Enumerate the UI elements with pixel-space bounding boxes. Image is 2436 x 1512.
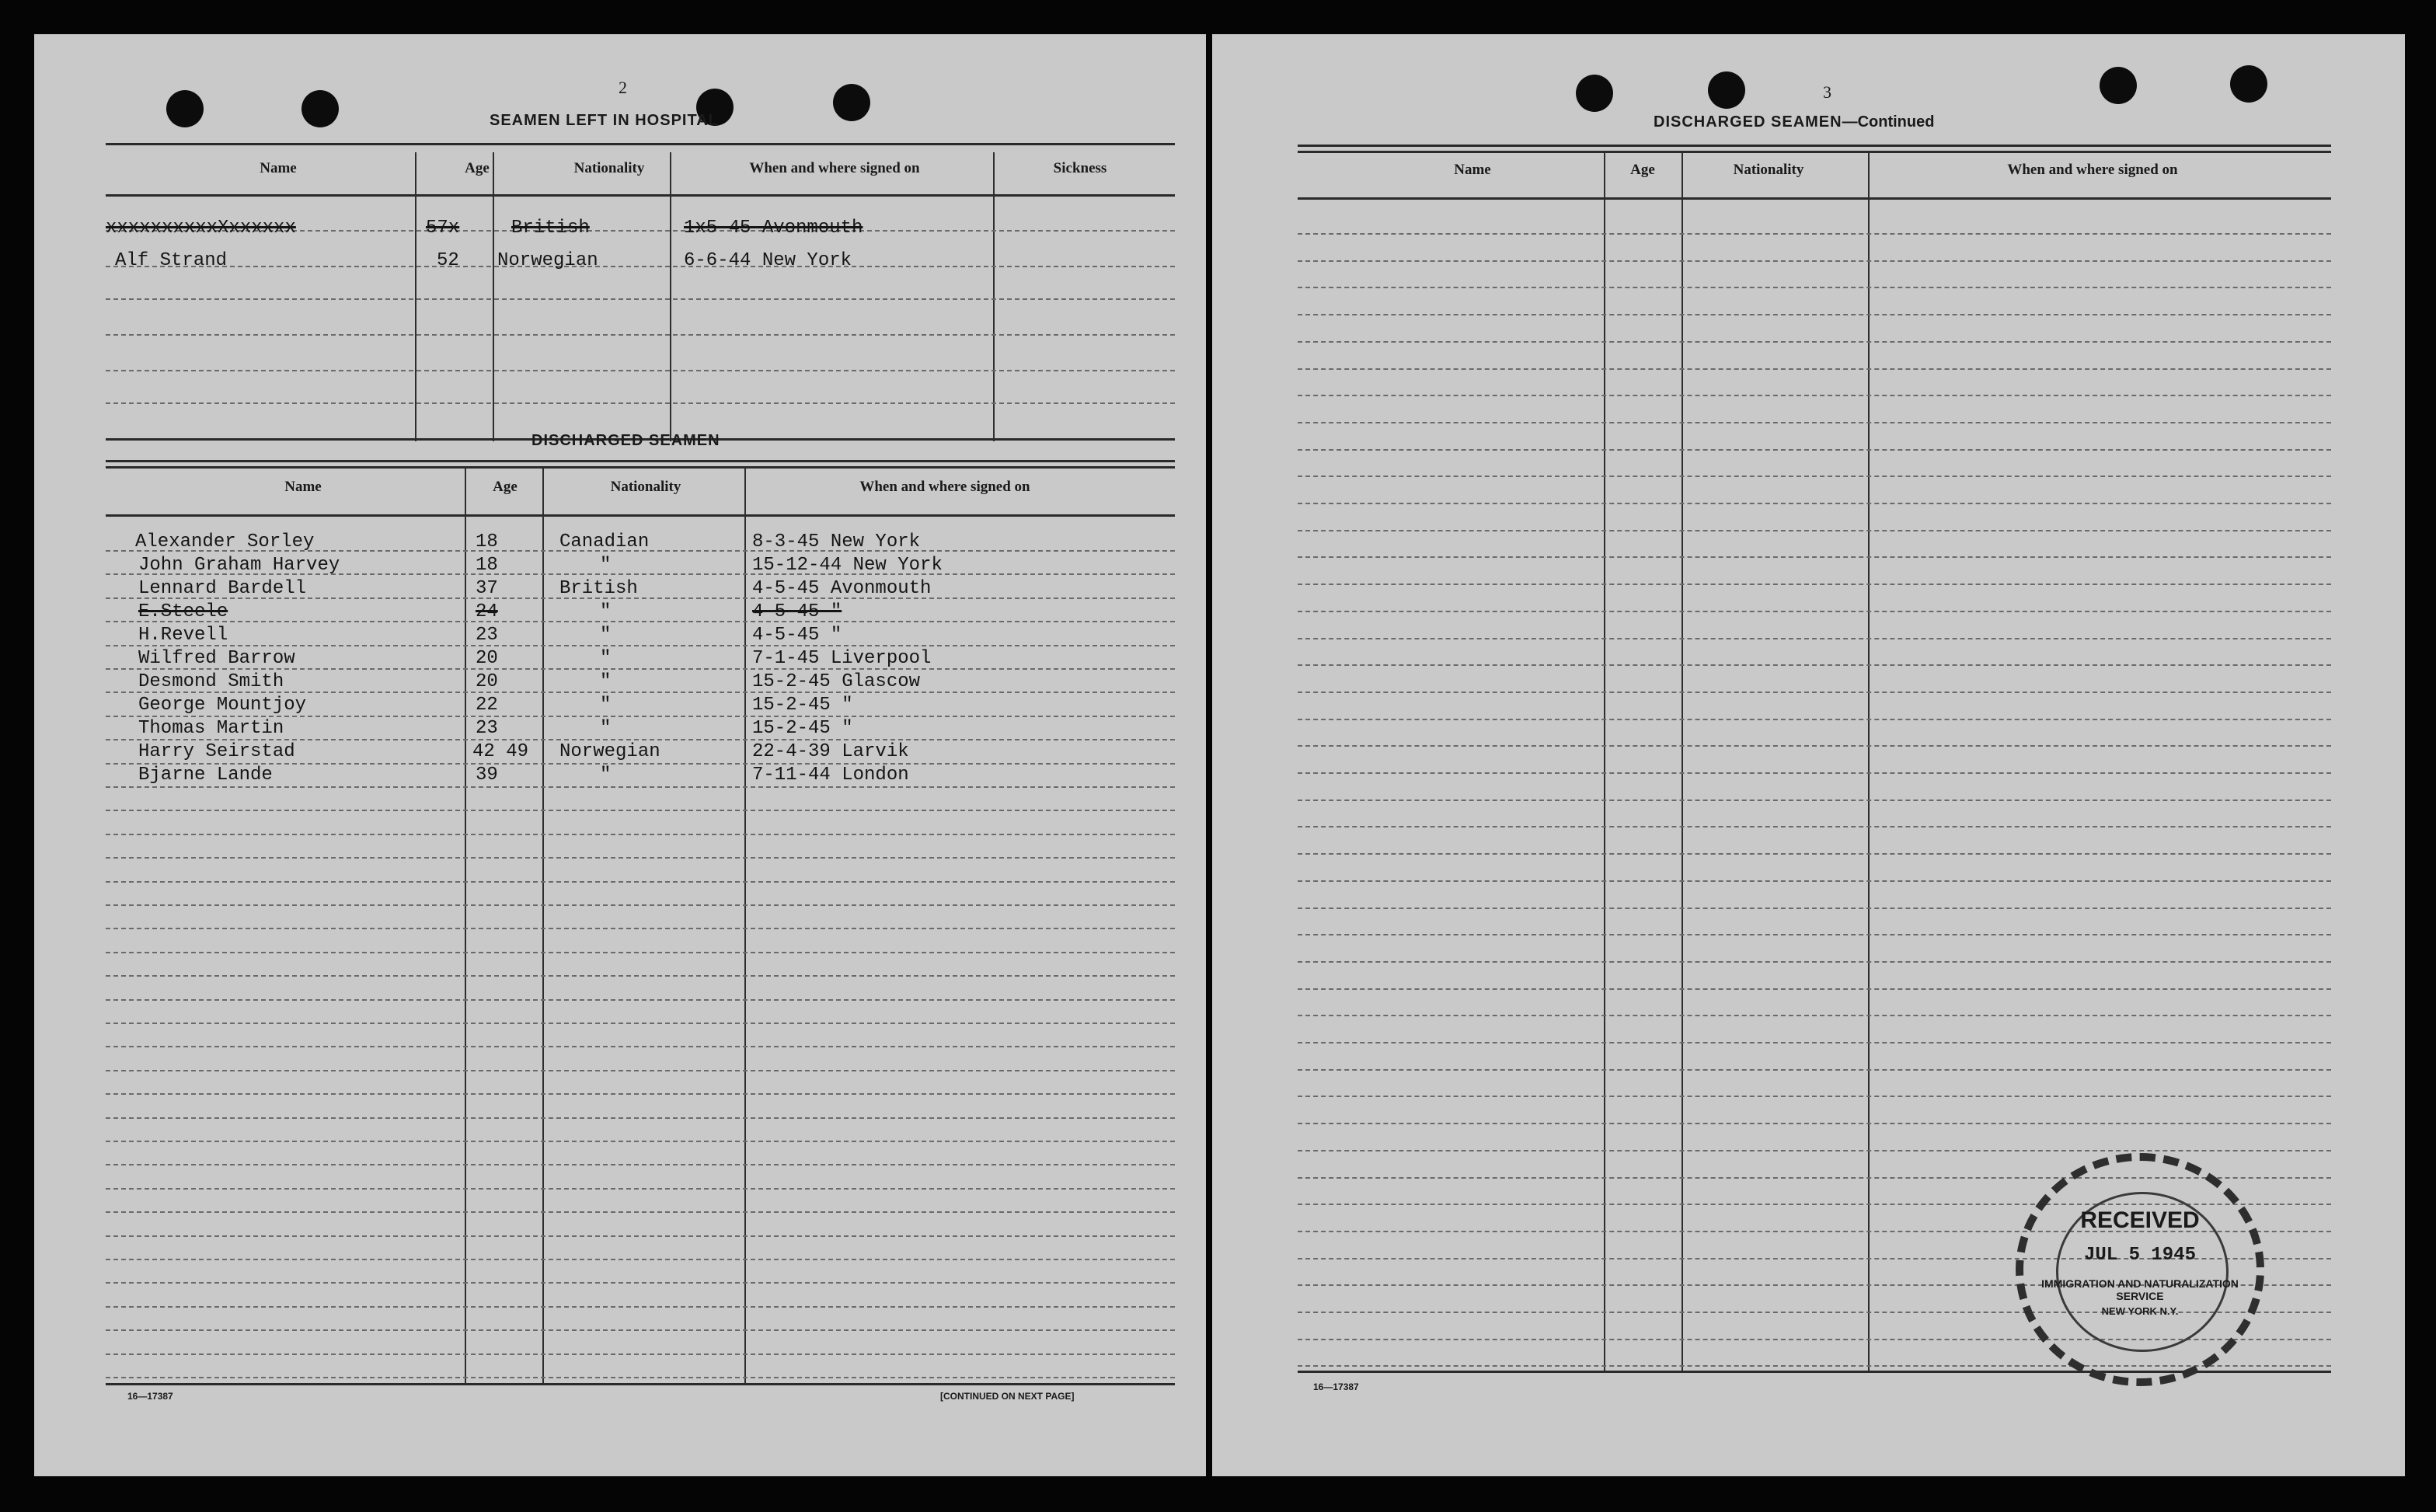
table-top-rule bbox=[106, 143, 1175, 145]
row-line bbox=[106, 999, 1175, 1001]
header-rule bbox=[106, 514, 1175, 517]
punch-hole bbox=[1576, 75, 1613, 112]
row-line bbox=[1298, 476, 2331, 477]
row-line bbox=[1298, 449, 2331, 451]
row-line bbox=[1298, 880, 2331, 882]
column-divider bbox=[415, 152, 416, 441]
row-line bbox=[106, 266, 1175, 267]
row-line bbox=[106, 1046, 1175, 1047]
row-signed-on: 6-6-44 New York bbox=[684, 250, 852, 271]
row-line bbox=[1298, 800, 2331, 801]
row-line bbox=[106, 1188, 1175, 1190]
row-name: Alexander Sorley bbox=[135, 531, 315, 552]
row-signed-on: 15-12-44 New York bbox=[752, 555, 943, 576]
row-line bbox=[106, 904, 1175, 906]
col-header-age: Age bbox=[493, 479, 518, 495]
table-top-rule bbox=[1298, 151, 2331, 153]
row-line bbox=[1298, 556, 2331, 558]
column-divider bbox=[1868, 152, 1870, 1372]
row-line bbox=[1298, 934, 2331, 935]
row-signed-on: 7-1-45 Liverpool bbox=[752, 648, 932, 669]
row-nationality: " bbox=[600, 695, 612, 716]
row-signed-on: 4-5-45 " bbox=[752, 601, 842, 622]
row-line bbox=[106, 739, 1175, 740]
col-header-nationality: Nationality bbox=[1733, 162, 1804, 178]
row-line bbox=[1298, 638, 2331, 639]
row-line bbox=[1298, 1096, 2331, 1097]
row-age: 18 bbox=[476, 531, 498, 552]
col-header-signed-on: When and where signed on bbox=[749, 160, 920, 176]
row-line bbox=[1298, 692, 2331, 693]
row-name: E.Steele bbox=[138, 601, 228, 622]
row-line bbox=[106, 857, 1175, 859]
row-name: Alf Strand bbox=[115, 250, 228, 271]
row-line bbox=[106, 1329, 1175, 1331]
row-nationality: British bbox=[559, 578, 638, 599]
row-line bbox=[106, 1377, 1175, 1378]
row-line bbox=[1298, 584, 2331, 585]
row-line bbox=[106, 1353, 1175, 1355]
row-line bbox=[106, 402, 1175, 404]
table-top-rule bbox=[106, 466, 1175, 469]
row-age: 18 bbox=[476, 555, 498, 576]
row-line bbox=[1298, 772, 2331, 774]
table-top-rule bbox=[1298, 145, 2331, 147]
page-number: 3 bbox=[1823, 82, 1831, 102]
stamp-location: NEW YORK N.Y. bbox=[2101, 1305, 2179, 1317]
row-line bbox=[1298, 908, 2331, 909]
row-line bbox=[106, 334, 1175, 336]
column-divider bbox=[542, 468, 544, 1383]
column-divider bbox=[993, 152, 995, 441]
row-line bbox=[106, 298, 1175, 300]
row-line bbox=[106, 975, 1175, 977]
column-divider bbox=[1604, 152, 1605, 1372]
row-line bbox=[106, 621, 1175, 622]
row-line bbox=[1298, 395, 2331, 396]
row-name: H.Revell bbox=[138, 625, 228, 646]
row-line bbox=[1298, 341, 2331, 343]
row-line bbox=[106, 810, 1175, 811]
row-line bbox=[106, 834, 1175, 835]
punch-hole bbox=[2100, 67, 2137, 104]
row-line bbox=[1298, 233, 2331, 235]
punch-hole bbox=[2230, 65, 2267, 103]
row-nationality: " bbox=[600, 601, 612, 622]
row-nationality: Norwegian bbox=[497, 250, 598, 271]
punch-hole bbox=[301, 90, 339, 127]
row-age: 52 bbox=[437, 250, 459, 271]
row-line bbox=[106, 645, 1175, 646]
col-header-signed-on: When and where signed on bbox=[859, 479, 1030, 495]
row-line bbox=[106, 786, 1175, 788]
row-line bbox=[1298, 961, 2331, 963]
punch-hole bbox=[166, 90, 204, 127]
row-line bbox=[106, 1211, 1175, 1213]
col-header-sickness: Sickness bbox=[1053, 160, 1107, 176]
row-line bbox=[106, 1282, 1175, 1284]
row-line bbox=[1298, 853, 2331, 855]
row-nationality: " bbox=[600, 765, 612, 786]
row-line bbox=[106, 1306, 1175, 1308]
row-name: Bjarne Lande bbox=[138, 765, 273, 786]
row-line bbox=[1298, 287, 2331, 288]
row-line bbox=[1298, 1123, 2331, 1124]
row-signed-on: 8-3-45 New York bbox=[752, 531, 921, 552]
row-nationality: " bbox=[600, 555, 612, 576]
row-line bbox=[106, 1117, 1175, 1119]
row-age: 20 bbox=[476, 671, 498, 692]
form-number: 16—17387 bbox=[1313, 1381, 1359, 1392]
row-line bbox=[1298, 664, 2331, 666]
col-header-nationality: Nationality bbox=[573, 160, 645, 176]
row-age: 24 bbox=[476, 601, 498, 622]
row-line bbox=[1298, 826, 2331, 827]
left-page bbox=[34, 34, 1206, 1476]
row-name: George Mountjoy bbox=[138, 695, 307, 716]
row-age: 42 49 bbox=[472, 741, 529, 762]
col-header-name: Name bbox=[1454, 162, 1491, 178]
row-age: 22 bbox=[476, 695, 498, 716]
row-age: 39 bbox=[476, 765, 498, 786]
row-name: Harry Seirstad bbox=[138, 741, 295, 762]
continued-section-title bbox=[1654, 113, 1934, 131]
title-suffix: —Continued bbox=[1842, 113, 1935, 131]
row-age: 37 bbox=[476, 578, 498, 599]
row-line bbox=[1298, 988, 2331, 990]
stamp-agency: IMMIGRATION AND NATURALIZATION SERVICE bbox=[2041, 1277, 2239, 1302]
row-line bbox=[1298, 719, 2331, 720]
row-age: 23 bbox=[476, 718, 498, 739]
row-line bbox=[106, 1235, 1175, 1237]
row-line bbox=[1298, 503, 2331, 504]
row-line bbox=[1298, 260, 2331, 262]
col-header-signed-on: When and where signed on bbox=[2007, 162, 2178, 178]
row-nationality: " bbox=[600, 718, 612, 739]
punch-hole bbox=[1708, 71, 1745, 109]
table-top-rule bbox=[106, 460, 1175, 462]
row-nationality: Canadian bbox=[559, 531, 650, 552]
row-line bbox=[1298, 530, 2331, 531]
row-signed-on: 15-2-45 " bbox=[752, 718, 853, 739]
row-line bbox=[106, 1141, 1175, 1142]
column-divider bbox=[670, 152, 671, 441]
row-line bbox=[106, 928, 1175, 929]
col-header-nationality: Nationality bbox=[610, 479, 681, 495]
row-line bbox=[1298, 1015, 2331, 1016]
row-nationality: " bbox=[600, 671, 612, 692]
row-age: 57x bbox=[426, 218, 460, 239]
row-line bbox=[106, 1070, 1175, 1071]
row-signed-on: 7-11-44 London bbox=[752, 765, 909, 786]
punch-hole bbox=[833, 84, 870, 121]
row-signed-on: 15-2-45 " bbox=[752, 695, 853, 716]
row-line bbox=[1298, 611, 2331, 612]
column-divider bbox=[1682, 152, 1683, 1372]
received-stamp bbox=[2016, 1153, 2264, 1386]
discharged-section-title: DISCHARGED SEAMEN bbox=[531, 432, 720, 449]
row-line bbox=[1298, 745, 2331, 747]
row-name: John Graham Harvey bbox=[138, 555, 340, 576]
row-age: 20 bbox=[476, 648, 498, 669]
col-header-name: Name bbox=[284, 479, 322, 495]
row-nationality: British bbox=[511, 218, 590, 239]
row-name: xxxxxxxxxxXxxxxxx bbox=[106, 218, 296, 239]
row-line bbox=[106, 1093, 1175, 1095]
row-signed-on: 4-5-45 Avonmouth bbox=[752, 578, 932, 599]
header-rule bbox=[1298, 197, 2331, 200]
row-name: Desmond Smith bbox=[138, 671, 284, 692]
column-divider bbox=[493, 152, 494, 441]
row-name: Wilfred Barrow bbox=[138, 648, 295, 669]
continued-note: [CONTINUED ON NEXT PAGE] bbox=[940, 1391, 1075, 1402]
form-number: 16—17387 bbox=[127, 1391, 173, 1402]
row-line bbox=[106, 1259, 1175, 1260]
row-signed-on: 4-5-45 " bbox=[752, 625, 842, 646]
row-line bbox=[1298, 368, 2331, 370]
row-line bbox=[106, 1023, 1175, 1024]
row-line bbox=[1298, 1042, 2331, 1043]
row-name: Lennard Bardell bbox=[138, 578, 307, 599]
row-line bbox=[1298, 314, 2331, 315]
col-header-name: Name bbox=[260, 160, 297, 176]
row-nationality: Norwegian bbox=[559, 741, 660, 762]
col-header-age: Age bbox=[465, 160, 490, 176]
column-divider bbox=[465, 468, 466, 1383]
row-nationality: " bbox=[600, 625, 612, 646]
col-header-age: Age bbox=[1630, 162, 1655, 178]
row-age: 23 bbox=[476, 625, 498, 646]
row-line bbox=[106, 952, 1175, 953]
stamp-date: JUL 5 1945 bbox=[2083, 1245, 2197, 1266]
row-nationality: " bbox=[600, 648, 612, 669]
row-line bbox=[106, 881, 1175, 883]
row-line bbox=[106, 716, 1175, 717]
table-bottom-rule bbox=[106, 1383, 1175, 1385]
row-line bbox=[106, 370, 1175, 371]
row-signed-on: 1x5-45 Avonmouth bbox=[684, 218, 863, 239]
header-rule bbox=[106, 194, 1175, 197]
row-line bbox=[1298, 1150, 2331, 1151]
column-divider bbox=[744, 468, 746, 1383]
title-main: DISCHARGED SEAMEN bbox=[1654, 113, 1842, 131]
row-name: Thomas Martin bbox=[138, 718, 284, 739]
row-signed-on: 15-2-45 Glascow bbox=[752, 671, 921, 692]
row-line bbox=[1298, 422, 2331, 423]
page-number: 2 bbox=[619, 78, 627, 97]
stamp-received: RECEIVED bbox=[2080, 1207, 2200, 1233]
row-line bbox=[1298, 1069, 2331, 1071]
row-signed-on: 22-4-39 Larvik bbox=[752, 741, 909, 762]
row-line bbox=[106, 1164, 1175, 1165]
hospital-section-title: SEAMEN LEFT IN HOSPITAL bbox=[490, 112, 719, 129]
